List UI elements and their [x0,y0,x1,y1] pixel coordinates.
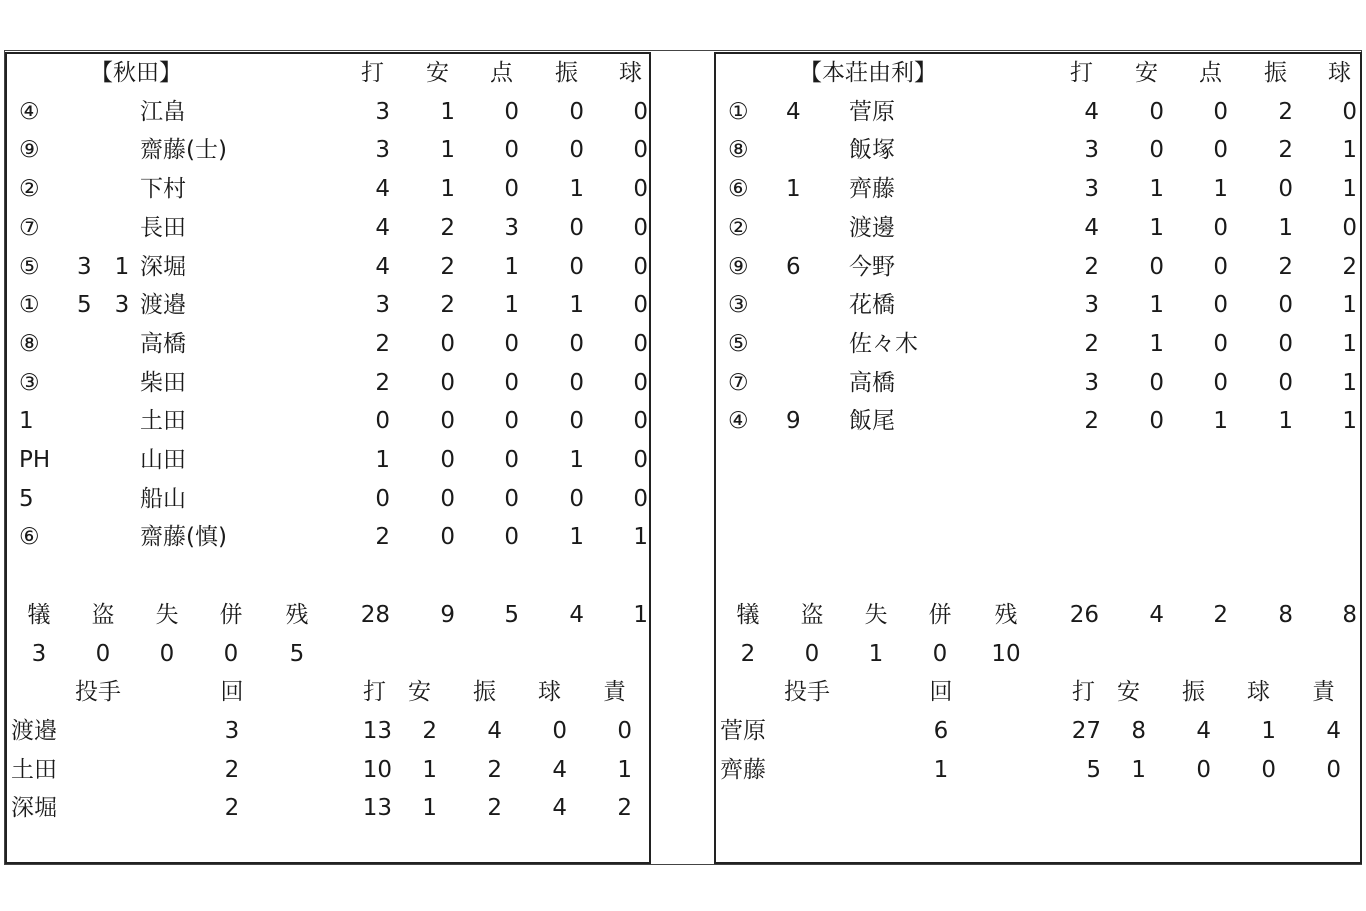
batter-substitution: 1 [786,176,801,203]
batter-stat-2: 1 [504,292,519,319]
batter-stat-3: 0 [569,485,584,512]
batter-position: ① [19,292,40,319]
misc-value-2: 1 [868,640,884,667]
batter-name: 下村 [140,176,186,203]
batter-stat-3: 0 [569,137,584,164]
batter-stat-2: 0 [1213,253,1228,280]
batter-stat-3: 1 [569,524,584,551]
batter-stat-4: 2 [1342,253,1357,280]
batter-name: 江畠 [140,98,186,125]
batter-stat-2: 0 [504,176,519,203]
batter-stat-3: 0 [569,408,584,435]
batter-stat-0: 4 [1084,98,1099,125]
batter-name: 土田 [140,408,186,435]
innings-header: 回 [220,679,244,706]
pitcher-stat-2: 0 [1196,756,1211,783]
batter-stat-4: 1 [1342,292,1357,319]
batter-stat-2: 0 [1213,137,1228,164]
pitcher-stat-0: 27 [1071,717,1101,744]
pitcher-name: 菅原 [720,717,766,744]
batter-stat-2: 1 [504,253,519,280]
batter-stat-3: 0 [1278,330,1293,357]
batter-stat-3: 0 [1278,369,1293,396]
misc-header-2: 失 [155,601,179,628]
batter-stat-4: 0 [633,137,648,164]
batter-stat-0: 2 [1084,253,1099,280]
misc-value-0: 2 [740,640,756,667]
batter-stat-4: 0 [633,176,648,203]
batter-stat-0: 2 [375,369,390,396]
batter-name: 菅原 [849,98,895,125]
pitcher-stat-2: 2 [487,756,502,783]
batter-stat-0: 2 [1084,408,1099,435]
batter-stat-1: 0 [1149,408,1164,435]
misc-value-4: 10 [991,640,1021,667]
pitcher-stat-1: 2 [422,717,437,744]
misc-header-4: 残 [994,601,1018,628]
batter-stat-1: 1 [440,98,455,125]
batter-stat-1: 0 [440,330,455,357]
batter-stat-4: 0 [633,292,648,319]
pitch-header-4: 責 [1312,679,1335,706]
batter-stat-0: 4 [375,253,390,280]
pitcher-stat-4: 0 [1326,756,1341,783]
batting-total-0: 28 [360,601,390,628]
pitcher-stat-3: 4 [552,756,567,783]
batter-name: 渡邊 [849,214,895,241]
batter-stat-1: 1 [1149,330,1164,357]
batting-total-2: 2 [1213,601,1228,628]
bat-header-1: 安 [426,60,449,86]
pitcher-header: 投手 [75,679,121,706]
misc-header-4: 残 [285,601,309,628]
team-panel-honjo-yuri [714,52,1362,864]
misc-header-3: 併 [219,601,243,628]
batter-stat-1: 0 [1149,369,1164,396]
batter-stat-0: 3 [1084,137,1099,164]
batter-stat-2: 0 [504,408,519,435]
batter-name: 齊藤 [849,176,895,203]
batter-stat-2: 0 [1213,330,1228,357]
batter-stat-2: 0 [1213,98,1228,125]
batter-position: ⑥ [728,176,749,203]
batter-position: ③ [19,369,40,396]
batter-stat-4: 0 [633,253,648,280]
pitcher-stat-2: 4 [1196,717,1211,744]
batter-stat-2: 3 [504,214,519,241]
pitcher-name: 土田 [11,756,57,783]
batter-position: 1 [19,408,34,435]
batter-stat-0: 3 [1084,369,1099,396]
batting-total-0: 26 [1069,601,1099,628]
batter-stat-3: 0 [1278,176,1293,203]
batter-stat-4: 0 [633,369,648,396]
batter-stat-3: 0 [569,98,584,125]
batter-stat-1: 0 [440,369,455,396]
batter-stat-3: 1 [569,447,584,473]
pitcher-stat-0: 10 [362,756,392,783]
team-name: 【本荘由利】 [799,60,937,86]
pitcher-innings: 2 [224,795,240,822]
batter-name: 高橋 [140,330,186,357]
pitch-header-4: 責 [603,679,626,706]
bat-header-1: 安 [1135,60,1158,86]
batter-stat-0: 4 [1084,214,1099,241]
batter-name: 飯尾 [849,408,895,435]
batter-stat-2: 0 [504,524,519,551]
batter-stat-1: 2 [440,292,455,319]
batter-stat-1: 1 [440,176,455,203]
batter-stat-2: 0 [1213,369,1228,396]
batter-position: ⑦ [728,369,749,396]
pitcher-stat-3: 4 [552,795,567,822]
batter-stat-4: 0 [633,98,648,125]
batter-stat-1: 0 [440,447,455,473]
batter-position: ⑤ [728,330,749,357]
batter-stat-1: 0 [440,524,455,551]
batter-stat-3: 2 [1278,137,1293,164]
batter-stat-0: 0 [375,408,390,435]
batter-stat-3: 0 [1278,292,1293,319]
pitcher-stat-0: 13 [362,795,392,822]
batter-stat-1: 1 [1149,292,1164,319]
batter-stat-3: 0 [569,253,584,280]
batter-name: 柴田 [140,369,186,396]
batter-name: 齋藤(士) [140,137,227,164]
batting-total-3: 8 [1278,601,1293,628]
pitcher-innings: 3 [224,717,240,744]
pitcher-stat-0: 13 [362,717,392,744]
pitch-header-2: 振 [1182,679,1205,706]
pitcher-stat-3: 0 [552,717,567,744]
batter-stat-4: 1 [1342,408,1357,435]
batter-stat-3: 1 [569,176,584,203]
misc-value-2: 0 [159,640,175,667]
pitch-header-2: 振 [473,679,496,706]
batter-position: ⑧ [19,330,40,357]
pitcher-stat-1: 8 [1131,717,1146,744]
batting-total-1: 9 [440,601,455,628]
batter-name: 佐々木 [849,330,918,357]
batter-stat-0: 3 [1084,176,1099,203]
batter-stat-2: 1 [1213,176,1228,203]
batter-stat-0: 2 [375,524,390,551]
batter-stat-1: 2 [440,253,455,280]
batter-substitution: 9 [786,408,801,435]
batter-position: ⑨ [19,137,40,164]
pitcher-innings: 2 [224,756,240,783]
misc-header-1: 盗 [800,601,824,628]
batter-stat-4: 1 [1342,369,1357,396]
batter-stat-0: 3 [375,292,390,319]
pitch-header-1: 安 [1117,679,1140,706]
batting-total-2: 5 [504,601,519,628]
misc-header-1: 盗 [91,601,115,628]
pitcher-innings: 6 [933,717,949,744]
batter-stat-4: 0 [633,330,648,357]
batter-position: PH [19,447,51,473]
batter-stat-3: 0 [569,369,584,396]
batter-stat-0: 3 [1084,292,1099,319]
batter-stat-4: 0 [633,408,648,435]
pitcher-stat-3: 0 [1261,756,1276,783]
pitcher-stat-0: 5 [1086,756,1101,783]
batter-name: 深堀 [140,253,186,280]
batter-substitution: 4 [786,98,801,125]
batter-stat-4: 0 [633,447,648,473]
batter-stat-4: 0 [633,214,648,241]
batter-stat-4: 1 [633,524,648,551]
batter-stat-2: 0 [504,369,519,396]
batter-stat-0: 1 [375,447,390,473]
batter-stat-1: 0 [1149,137,1164,164]
batter-stat-4: 1 [1342,176,1357,203]
batter-name: 山田 [140,447,186,473]
bat-header-2: 点 [490,60,513,86]
misc-value-4: 5 [289,640,305,667]
bat-header-3: 振 [1264,60,1287,86]
pitcher-name: 渡邉 [11,717,57,744]
batter-stat-3: 1 [1278,408,1293,435]
batter-substitution: 5 3 [77,292,130,319]
pitcher-stat-1: 1 [422,795,437,822]
bat-header-4: 球 [619,60,642,86]
pitcher-innings: 1 [933,756,949,783]
batter-stat-1: 1 [1149,176,1164,203]
misc-value-3: 0 [223,640,239,667]
batter-name: 船山 [140,485,186,512]
batter-stat-3: 0 [569,214,584,241]
batting-total-4: 1 [633,601,648,628]
batter-stat-0: 3 [375,98,390,125]
batter-stat-2: 0 [504,447,519,473]
pitcher-stat-2: 4 [487,717,502,744]
bat-header-2: 点 [1199,60,1222,86]
batter-name: 齋藤(慎) [140,524,227,551]
batter-position: ⑥ [19,524,40,551]
pitcher-header: 投手 [784,679,830,706]
batter-name: 飯塚 [849,137,895,164]
misc-header-3: 併 [928,601,952,628]
batter-position: ② [728,214,749,241]
batter-name: 渡邉 [140,292,186,319]
batter-position: ⑧ [728,137,749,164]
batter-stat-3: 1 [1278,214,1293,241]
batter-stat-1: 2 [440,214,455,241]
pitcher-name: 齊藤 [720,756,766,783]
misc-header-0: 犠 [736,601,760,628]
batter-stat-0: 2 [375,330,390,357]
batter-stat-3: 1 [569,292,584,319]
batter-stat-2: 0 [504,330,519,357]
batter-stat-1: 1 [440,137,455,164]
pitcher-name: 深堀 [11,795,57,822]
pitcher-stat-3: 1 [1261,717,1276,744]
batter-stat-2: 0 [504,98,519,125]
batting-total-4: 8 [1342,601,1357,628]
batter-stat-2: 1 [1213,408,1228,435]
batter-stat-1: 1 [1149,214,1164,241]
batter-stat-1: 0 [1149,253,1164,280]
batter-stat-4: 0 [1342,214,1357,241]
batter-substitution: 3 1 [77,253,130,280]
pitch-header-3: 球 [1247,679,1270,706]
batter-stat-1: 0 [440,408,455,435]
bat-header-0: 打 [361,60,384,86]
batter-stat-0: 4 [375,176,390,203]
batter-stat-1: 0 [440,485,455,512]
pitch-header-0: 打 [363,679,386,706]
batter-position: ④ [728,408,749,435]
pitch-header-1: 安 [408,679,431,706]
batter-position: ⑦ [19,214,40,241]
batter-stat-0: 0 [375,485,390,512]
batter-stat-4: 0 [633,485,648,512]
batter-position: ⑤ [19,253,40,280]
bat-header-4: 球 [1328,60,1351,86]
batter-position: ① [728,98,749,125]
batter-stat-3: 2 [1278,98,1293,125]
pitcher-stat-4: 0 [617,717,632,744]
batter-name: 高橋 [849,369,895,396]
batter-stat-0: 3 [375,137,390,164]
batter-stat-1: 0 [1149,98,1164,125]
batter-stat-2: 0 [1213,214,1228,241]
batter-stat-3: 0 [569,330,584,357]
batter-position: ③ [728,292,749,319]
batting-total-3: 4 [569,601,584,628]
pitcher-stat-1: 1 [1131,756,1146,783]
pitcher-stat-2: 2 [487,795,502,822]
team-name: 【秋田】 [90,60,182,86]
batter-name: 花橋 [849,292,895,319]
pitch-header-0: 打 [1072,679,1095,706]
batter-position: ⑨ [728,253,749,280]
innings-header: 回 [929,679,953,706]
misc-value-3: 0 [932,640,948,667]
batting-total-1: 4 [1149,601,1164,628]
pitcher-stat-4: 2 [617,795,632,822]
misc-value-1: 0 [95,640,111,667]
batter-stat-2: 0 [1213,292,1228,319]
batter-name: 今野 [849,253,895,280]
team-panel-akita [5,52,651,864]
pitcher-stat-4: 1 [617,756,632,783]
batter-stat-2: 0 [504,137,519,164]
pitcher-stat-1: 1 [422,756,437,783]
batter-substitution: 6 [786,253,801,280]
batter-stat-4: 1 [1342,330,1357,357]
pitch-header-3: 球 [538,679,561,706]
pitcher-stat-4: 4 [1326,717,1341,744]
batter-name: 長田 [140,214,186,241]
batter-stat-0: 2 [1084,330,1099,357]
bat-header-3: 振 [555,60,578,86]
batter-stat-4: 1 [1342,137,1357,164]
bat-header-0: 打 [1070,60,1093,86]
batter-stat-4: 0 [1342,98,1357,125]
batter-stat-2: 0 [504,485,519,512]
misc-value-0: 3 [31,640,47,667]
misc-value-1: 0 [804,640,820,667]
misc-header-2: 失 [864,601,888,628]
batter-stat-3: 2 [1278,253,1293,280]
batter-position: ④ [19,98,40,125]
batter-position: ② [19,176,40,203]
misc-header-0: 犠 [27,601,51,628]
batter-position: 5 [19,485,34,512]
batter-stat-0: 4 [375,214,390,241]
